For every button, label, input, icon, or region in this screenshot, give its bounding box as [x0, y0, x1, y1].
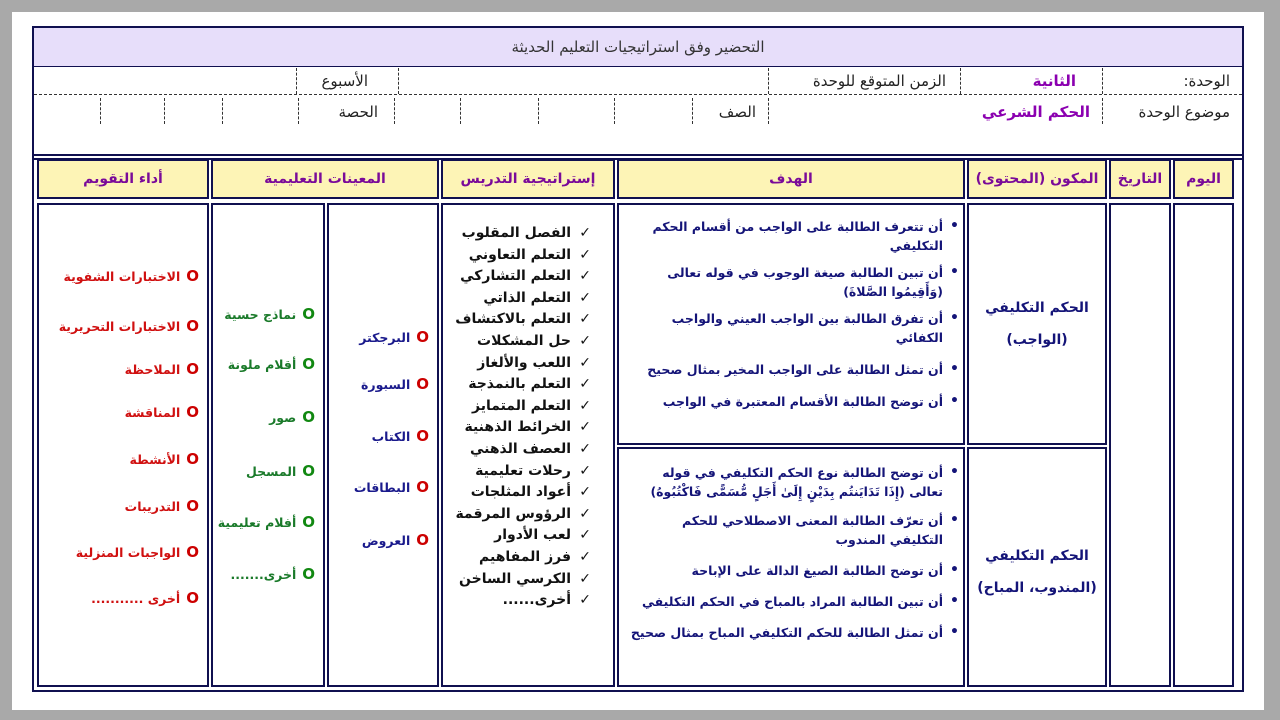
circle-bullet-icon: O [302, 305, 315, 323]
aid-label: العروض [361, 533, 411, 548]
component-cell-1 [967, 203, 1107, 445]
strategy-item [471, 482, 591, 504]
strategy-item [464, 417, 591, 439]
strategy-label: التعلم التعاوني [468, 246, 571, 263]
checkmark-icon: ✓ [579, 354, 591, 371]
aid-label: البرجكتر [359, 330, 411, 345]
assessment-label: المناقشة [124, 405, 181, 420]
assessment-item [76, 543, 199, 561]
unit-topic-label: موضوع الوحدة [1138, 103, 1230, 121]
circle-bullet-icon: O [302, 513, 315, 531]
strategy-item [470, 439, 591, 461]
aid-label: أفلام تعليمية [217, 515, 297, 530]
circle-bullet-icon: O [416, 375, 429, 393]
component-2-title: الحكم التكليفي [985, 548, 1089, 564]
divider [692, 98, 693, 124]
strategy-label: التعلم بالاكتشاف [455, 311, 571, 328]
page-title: التحضير وفق استراتيجيات التعليم الحديثة [34, 28, 1242, 67]
checkmark-icon: ✓ [579, 441, 591, 457]
aid-label: السبورة [361, 377, 411, 392]
aids-cell-1 [327, 203, 439, 687]
checkmark-icon: ✓ [579, 376, 591, 393]
strategy-label: الكرسي الساخن [459, 570, 571, 587]
divider [298, 98, 299, 124]
divider [164, 98, 165, 124]
strategy-item [468, 374, 591, 396]
divider [768, 68, 769, 94]
strategy-item [460, 266, 591, 288]
goals-list-1 [619, 205, 963, 411]
strategy-item [472, 396, 591, 418]
aid-item [246, 462, 315, 480]
divider [1102, 68, 1103, 94]
goal-item: • أن تعرّف الطالبة المعنى الاصطلاحي للحكم التكليفي المندوب [619, 511, 963, 549]
col-header-date: التاريخ [1109, 159, 1171, 199]
day-cell [1173, 203, 1234, 687]
divider [614, 98, 615, 124]
checkmark-icon: ✓ [579, 289, 591, 306]
page-frame [12, 12, 1264, 710]
strategy-item [459, 569, 591, 591]
aid-label: صور [269, 410, 297, 425]
col-header-assessment: أداء التقويم [37, 159, 209, 199]
strategy-label: التعلم بالنمذجة [468, 376, 571, 393]
checkmark-icon: ✓ [579, 462, 591, 479]
circle-bullet-icon: O [416, 328, 429, 346]
assessment-item [91, 589, 199, 607]
strategy-label: رحلات تعليمية [475, 462, 571, 479]
goals-cell-2 [617, 447, 965, 687]
strategy-item [479, 547, 591, 569]
assessment-label: الواجبات المنزلية [75, 545, 181, 560]
goal-item: • أن توضح الطالبة الأقسام المعتبرة في الواجب [619, 392, 963, 411]
strategy-label: التعلم التشاركي [460, 268, 571, 285]
checkmark-icon: ✓ [579, 484, 591, 501]
circle-bullet-icon: O [302, 462, 315, 480]
strategy-label: العصف الذهني [469, 441, 571, 457]
component-cell-2 [967, 447, 1107, 687]
strategy-label: الخرائط الذهنية [464, 419, 571, 436]
strategy-label: التعلم الذاتي [483, 289, 571, 306]
aid-item [230, 565, 315, 583]
strategy-label: التعلم المتمايز [471, 397, 571, 414]
aids-cell-2 [211, 203, 325, 687]
divider [100, 98, 101, 124]
col-header-component: المكون (المحتوى) [967, 159, 1107, 199]
assessment-item [125, 403, 199, 421]
col-header-strategy: إستراتيجية التدريس [441, 159, 615, 199]
checkmark-icon: ✓ [579, 246, 591, 263]
aid-label: أقلام ملونة [227, 357, 297, 372]
divider [768, 98, 769, 124]
aid-item [362, 531, 429, 549]
component-2-subtitle: (المندوب، المباح) [977, 580, 1097, 596]
col-header-day: اليوم [1173, 159, 1234, 199]
lesson-table [32, 154, 1244, 692]
assessment-label: التدريبات [124, 499, 181, 514]
strategy-item [477, 353, 591, 375]
circle-bullet-icon: O [302, 565, 315, 583]
aid-item [359, 328, 429, 346]
strategy-label: أخرى...... [502, 592, 571, 609]
header-divider [34, 94, 1242, 95]
assessment-label: الملاحظة [124, 362, 181, 377]
assessment-label: الاختبارات التحريرية [58, 319, 181, 334]
col-header-aids: المعينات التعليمية [211, 159, 439, 199]
strategy-label: الفصل المقلوب [461, 225, 571, 241]
circle-bullet-icon: O [186, 450, 199, 468]
checkmark-icon: ✓ [579, 225, 591, 241]
component-1-subtitle: (الواجب) [1006, 332, 1068, 348]
assessment-label: الاختبارات الشفوية [63, 269, 181, 284]
divider [460, 98, 461, 124]
divider [394, 98, 395, 124]
period-label: الحصة [338, 103, 378, 121]
strategy-item [475, 461, 591, 483]
circle-bullet-icon: O [416, 478, 429, 496]
checkmark-icon: ✓ [579, 505, 591, 522]
goal-item: • أن تمثل الطالبة على الواجب المخير بمثال صحيح [619, 360, 963, 379]
circle-bullet-icon: O [186, 317, 199, 335]
goal-item: • أن توضح الطالبة نوع الحكم التكليفي في قوله تعالى (إِذَا تَدَايَنتُم بِدَيْنٍ إِلَىٰ أَجَلٍ مُّسَمًّى فَاكْتُبُوهُ) [619, 463, 963, 501]
goal-item: • أن تتعرف الطالبة على الواجب من أقسام الحكم التكليفي [619, 217, 963, 255]
goals-list-2 [619, 449, 963, 642]
aid-item [218, 513, 315, 531]
col-header-goal: الهدف [617, 159, 965, 199]
unit-label: الوحدة: [1183, 72, 1230, 90]
goals-cell-1 [617, 203, 965, 445]
strategy-label: أعواد المثلجات [470, 484, 571, 501]
assessment-item [125, 360, 199, 378]
strategy-item [469, 245, 591, 267]
assessment-item [125, 497, 199, 515]
goal-item: • أن تفرق الطالبة بين الواجب العيني والواجب الكفائي [619, 309, 963, 347]
checkmark-icon: ✓ [579, 397, 591, 414]
goal-item: • أن تمثل الطالبة للحكم التكليفي المباح بمثال صحيح [619, 623, 963, 642]
strategy-item [462, 223, 591, 245]
strategy-label: حل المشكلات [477, 333, 571, 349]
strategy-label: فرز المفاهيم [479, 549, 571, 565]
checkmark-icon: ✓ [579, 570, 591, 587]
goal-item: • أن توضح الطالبة الصيغ الدالة على الإباحة [619, 561, 963, 580]
strategy-item [483, 288, 591, 310]
divider [296, 68, 297, 94]
strategy-label: اللعب والألغاز [477, 354, 571, 371]
goal-item: • أن تبين الطالبة المراد بالمباح في الحكم التكليفي [619, 592, 963, 611]
aid-label: المسجل [245, 464, 297, 479]
strategy-label: الرؤوس المرقمة [455, 505, 571, 522]
aid-label: البطاقات [353, 480, 411, 495]
circle-bullet-icon: O [186, 543, 199, 561]
assessment-cell [37, 203, 209, 687]
divider [222, 98, 223, 124]
divider [960, 68, 961, 94]
circle-bullet-icon: O [186, 360, 199, 378]
circle-bullet-icon: O [302, 355, 315, 373]
header-box [32, 26, 1244, 160]
checkmark-icon: ✓ [579, 527, 591, 544]
expected-time-label: الزمن المتوقع للوحدة [812, 72, 946, 90]
circle-bullet-icon: O [186, 403, 199, 421]
goal-item: • أن تبين الطالبة صيغة الوجوب في قوله تعالى (وَأَقِيمُوا الصَّلاةَ) [619, 263, 963, 301]
unit-topic-value: الحكم الشرعي [981, 103, 1090, 121]
grade-label: الصف [718, 103, 756, 121]
strategy-item [477, 331, 591, 353]
aid-item [354, 478, 429, 496]
circle-bullet-icon: O [416, 427, 429, 445]
aid-label: أخرى....... [230, 567, 297, 582]
strategy-cell [441, 203, 615, 687]
aid-label: نماذج حسية [224, 307, 297, 322]
strategy-item [455, 309, 591, 331]
checkmark-icon: ✓ [579, 311, 591, 328]
assessment-item [64, 267, 199, 285]
checkmark-icon: ✓ [579, 592, 591, 609]
aid-item [372, 427, 429, 445]
date-cell [1109, 203, 1171, 687]
aid-label: الكتاب [371, 429, 411, 444]
checkmark-icon: ✓ [579, 549, 591, 565]
strategy-item [494, 525, 591, 547]
component-1-title: الحكم التكليفي [985, 300, 1089, 316]
strategy-item [503, 590, 591, 612]
strategy-item [455, 504, 591, 526]
assessment-label: الأنشطة [129, 452, 181, 467]
circle-bullet-icon: O [416, 531, 429, 549]
aid-item [361, 375, 429, 393]
circle-bullet-icon: O [186, 589, 199, 607]
divider [398, 68, 399, 94]
checkmark-icon: ✓ [579, 419, 591, 436]
assessment-label: أخرى ........... [91, 591, 181, 606]
circle-bullet-icon: O [302, 408, 315, 426]
unit-value: الثانية [1032, 72, 1076, 90]
circle-bullet-icon: O [186, 267, 199, 285]
aid-item [228, 355, 315, 373]
strategy-label: لعب الأدوار [494, 527, 571, 544]
circle-bullet-icon: O [186, 497, 199, 515]
aid-item [269, 408, 315, 426]
checkmark-icon: ✓ [579, 268, 591, 285]
divider [538, 98, 539, 124]
aid-item [224, 305, 315, 323]
divider [1102, 98, 1103, 124]
checkmark-icon: ✓ [579, 333, 591, 349]
week-label: الأسبوع [321, 72, 368, 90]
assessment-item [59, 317, 199, 335]
assessment-item [129, 450, 199, 468]
